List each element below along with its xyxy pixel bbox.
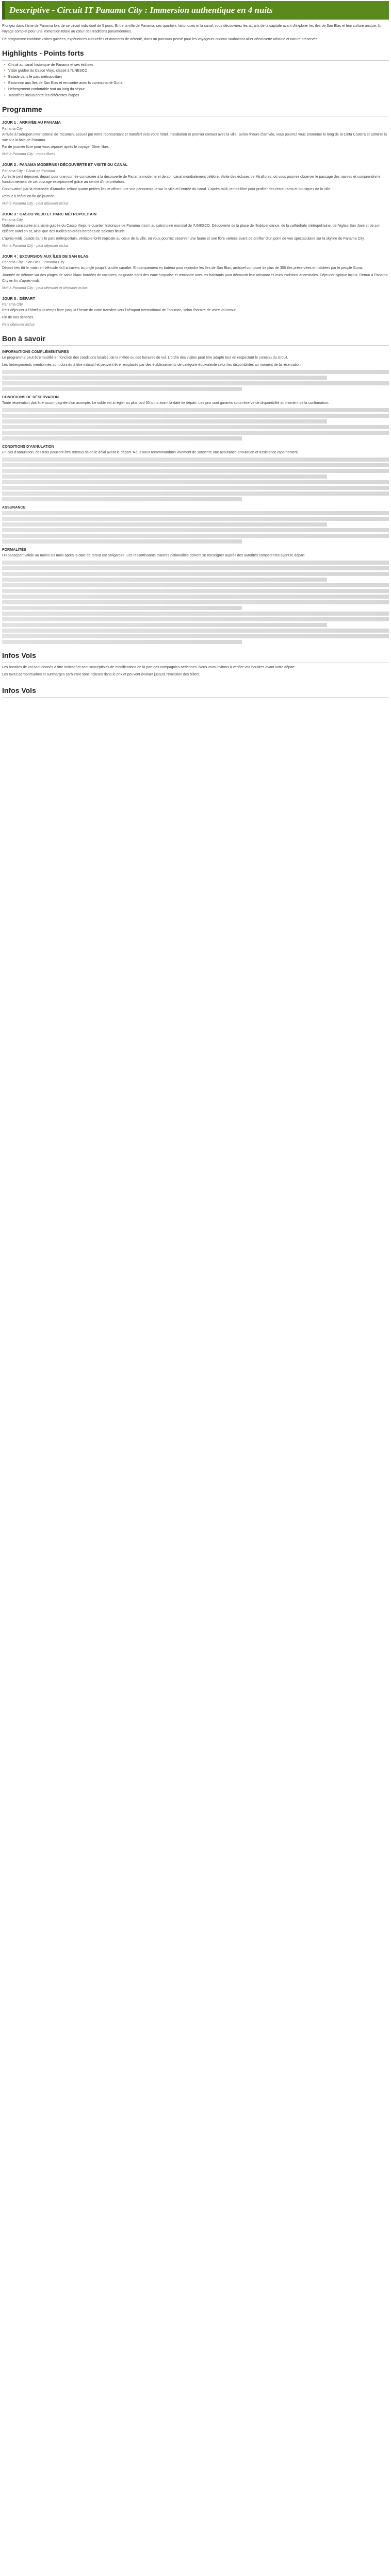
day-location: Panama City xyxy=(2,218,23,223)
footer-heading: Infos Vols xyxy=(2,685,389,698)
text-placeholder xyxy=(2,539,242,544)
info-paragraph: Les horaires de vol sont donnés à titre indicatif et sont susceptibles de modifications de la part des compagnies aériennes. Nous vous invitons à vérifier vos horaires avant votre départ. xyxy=(2,665,296,669)
conditions-heading: Bon à savoir xyxy=(2,333,389,346)
day-paragraph: Fin de journée libre pour vous reposer après le voyage. Dîner libre. xyxy=(2,145,109,149)
conditions-subheading: INFORMATIONS COMPLÉMENTAIRES xyxy=(2,349,69,354)
day-note: Nuit à Panama City - petit déjeuner et déjeuner inclus xyxy=(2,286,88,290)
text-placeholder xyxy=(2,595,389,599)
text-placeholder xyxy=(2,600,389,604)
day-paragraph: Petit déjeuner à l'hôtel puis temps libre jusqu'à l'heure de votre transfert vers l'aéroport international de Tocumen, selon l'horaire de votre vol retour. xyxy=(2,309,237,312)
day-block xyxy=(2,120,389,158)
highlight-item: • Transferts inclus entre les différentes étapes xyxy=(4,93,389,99)
text-placeholder xyxy=(2,578,327,582)
footer-section xyxy=(2,685,389,698)
day-title: JOUR 3 : CASCO VIEJO ET PARC MÉTROPOLITAIN xyxy=(2,211,97,216)
day-title: JOUR 5 : DÉPART xyxy=(2,296,36,301)
day-note: Nuit à Panama City - petit déjeuner inclus xyxy=(2,202,69,206)
text-placeholder xyxy=(2,534,389,538)
day-block xyxy=(2,296,389,328)
day-note: Nuit à Panama City - repas libres xyxy=(2,152,55,157)
day-paragraph: Continuation par la chaussée d'Amador, reliant quatre petites îles et offrant une vue panoramique sur la ville et l'entrée du canal. L'après-midi, temps libre pour profiter des restaurants et boutiques de la ville. xyxy=(2,188,332,192)
text-placeholder xyxy=(2,583,389,587)
day-paragraph: Arrivée à l'aéroport international de Tocumen, accueil par notre représentant et transfert vers votre hôtel. Installation et premier contact avec la ville. Selon l'heure d'arrivée, vous pourrez vous promener le long de la Cinta Costera et admirer la vue sur la baie de Panama. xyxy=(2,132,387,142)
text-placeholder xyxy=(2,457,389,462)
day-title: JOUR 4 : EXCURSION AUX ÎLES DE SAN BLAS xyxy=(2,253,89,259)
day-title: JOUR 1 : ARRIVÉE AU PANAMA xyxy=(2,120,61,125)
day-block xyxy=(2,211,389,249)
intro-section xyxy=(2,24,389,43)
text-placeholder xyxy=(2,381,389,385)
text-placeholder xyxy=(2,486,389,490)
intro-paragraph: Ce programme combine visites guidées, expériences culturelles et moments de détente, dans un parcours pensé pour les voyageurs curieux souhaitant allier découverte urbaine et nature préservée. xyxy=(2,38,319,42)
highlight-item: • Balade dans le parc métropolitain xyxy=(4,75,389,80)
day-paragraph: L'après-midi, balade dans le parc métropolitain, véritable forêt tropicale au cœur de la ville, où vous pourrez observer une faune et une flore variées avant de profiter d'un point de vue spectaculaire sur la skyline de Panama City. xyxy=(2,237,365,241)
text-placeholder xyxy=(2,480,389,484)
programme-heading: Programme xyxy=(2,104,389,117)
highlight-item: • Circuit au canal historique de Panama et ses écluses xyxy=(4,63,389,69)
highlight-item: • Hébergement confortable tout au long du séjour xyxy=(4,87,389,93)
info-paragraph: Les taxes aéroportuaires et surcharges carburant sont incluses dans le prix et peuvent évoluer jusqu'à l'émission des billets. xyxy=(2,672,200,676)
highlights-title: Highlights - Points forts xyxy=(2,48,84,57)
day-paragraph: Retour à l'hôtel en fin de journée. xyxy=(2,195,55,199)
text-placeholder xyxy=(2,497,242,501)
text-placeholder xyxy=(2,436,242,440)
conditions-subheading: FORMALITÉS xyxy=(2,547,26,552)
text-placeholder xyxy=(2,522,327,527)
conditions-subheading: CONDITIONS D'ANNULATION xyxy=(2,444,54,449)
day-paragraph: Départ très tôt le matin en véhicule 4x4 à travers la jungle jusqu'à la côte caraïbe. Embarquement en bateau pour rejoindre les îles de San Blas, archipel composé de plus de 350 îles préservées et habitées par le peuple Guna. xyxy=(2,266,363,270)
info-heading: Infos Vols xyxy=(2,650,389,663)
conditions-paragraph: Un passeport valide au moins six mois après la date de retour est obligatoire. Les ressortissants d'autres nationalités doivent se renseigner auprès des autorités compétentes avant le départ. xyxy=(2,554,306,558)
text-placeholder xyxy=(2,572,389,576)
text-placeholder xyxy=(2,511,389,515)
conditions-section xyxy=(2,349,389,644)
conditions-paragraph: Toute réservation doit être accompagnée d'un acompte. Le solde est à régler au plus tard 30 jours avant la date de départ. Les prix sont garantis sous réserve de disponibilité au moment de la confirmation. xyxy=(2,401,329,405)
text-placeholder xyxy=(2,589,389,593)
text-placeholder xyxy=(2,408,389,412)
text-placeholder xyxy=(2,629,389,633)
text-placeholder xyxy=(2,469,389,473)
text-placeholder xyxy=(2,561,389,565)
text-placeholder xyxy=(2,376,327,380)
day-paragraph: Fin de nos services. xyxy=(2,315,35,319)
text-placeholder xyxy=(2,425,389,429)
info-section xyxy=(2,650,389,677)
text-placeholder xyxy=(2,387,242,391)
text-placeholder xyxy=(2,463,389,467)
text-placeholder xyxy=(2,617,389,621)
conditions-paragraph: Les hébergements mentionnés sont donnés à titre indicatif et peuvent être remplacés par des établissements de catégorie équivalente selon les disponibilités au moment de la réservation. xyxy=(2,363,302,367)
text-placeholder xyxy=(2,634,389,638)
day-block xyxy=(2,162,389,207)
conditions-paragraph: En cas d'annulation, des frais pourront être retenus selon le délai avant le départ. Nous vous recommandons vivement de souscrire une assurance annulation et assistance rapatriement. xyxy=(2,451,299,455)
text-placeholder xyxy=(2,612,389,616)
highlight-item: • Excursion aux îles de San Blas et rencontre avec la communauté Guna xyxy=(4,81,389,87)
highlight-item: • Visite guidée du Casco Viejo, classé à l'UNESCO xyxy=(4,69,389,74)
highlights-list xyxy=(4,63,389,99)
highlights-heading xyxy=(2,48,389,61)
conditions-paragraph: Le programme peut être modifié en fonction des conditions locales, de la météo ou des horaires de vol. L'ordre des visites peut être adapté tout en respectant le contenu du circuit. xyxy=(2,356,288,360)
day-paragraph: Après le petit déjeuner, départ pour une journée consacrée à la découverte de Panama moderne et de son canal mondialement célèbre. Visite des écluses de Miraflores, où vous pourrez observer le passage des navires et comprendre le fonctionnement de cet ouvrage exceptionnel grâce au centre d'interprétation. xyxy=(2,175,381,184)
text-placeholder xyxy=(2,431,389,435)
day-location: Panama City - Canal de Panama xyxy=(2,169,55,173)
text-placeholder xyxy=(2,517,389,521)
text-placeholder xyxy=(2,623,327,627)
conditions-subheading: ASSURANCE xyxy=(2,505,26,510)
text-placeholder xyxy=(2,528,389,532)
page xyxy=(0,0,391,703)
text-placeholder xyxy=(2,419,327,423)
text-placeholder xyxy=(2,492,389,496)
page-title: Descriptive - Circuit IT Panama City : Immersion authentique en 4 nuits xyxy=(2,1,389,20)
intro-paragraph: Plongez dans l'âme de Panama lors de ce circuit individuel de 5 jours. Entre la ville de Panama, ses quartiers historiques et la canal, vous découvrirez les attraits de la capitale avant d'explorer les îles de San Blas et leur culture unique. Un voyage complet pour une immersion totale au cœur des traditions panaméennes. xyxy=(2,24,383,34)
text-placeholder xyxy=(2,606,242,610)
day-title: JOUR 2 : PANAMA MODERNE / DÉCOUVERTE ET VISITE DU CANAL xyxy=(2,162,128,167)
text-placeholder xyxy=(2,474,327,479)
day-paragraph: Journée de détente sur des plages de sable blanc bordées de cocotiers, baignade dans des eaux turquoise et rencontre avec les habitants pour découvrir leur artisanat et leurs traditions ancestrales. Déjeuner typique inclus. Retour à Panama City en fin d'après-midi. xyxy=(2,274,388,283)
day-note: Petit déjeuner inclus xyxy=(2,323,35,327)
day-paragraph: Matinée consacrée à la visite guidée du Casco Viejo, le quartier historique de Panama inscrit au patrimoine mondial de l'UNESCO. Découverte de la place de l'Indépendance, de la cathédrale métropolitaine, de l'église San José et de son célèbre autel en or, ainsi que des ruelles colorées bordées de balcons fleuris. xyxy=(2,224,381,234)
text-placeholder xyxy=(2,370,389,374)
day-block xyxy=(2,253,389,292)
programme-days xyxy=(2,120,389,328)
text-placeholder xyxy=(2,414,389,418)
day-location: Panama City xyxy=(2,127,23,131)
text-placeholder xyxy=(2,566,389,570)
conditions-subheading: CONDITIONS DE RÉSERVATION xyxy=(2,395,59,400)
text-placeholder xyxy=(2,640,242,644)
day-location: Panama City xyxy=(2,303,23,307)
day-note: Nuit à Panama City - petit déjeuner inclus xyxy=(2,244,69,248)
day-location: Panama City - San Blas - Panama City xyxy=(2,261,64,265)
